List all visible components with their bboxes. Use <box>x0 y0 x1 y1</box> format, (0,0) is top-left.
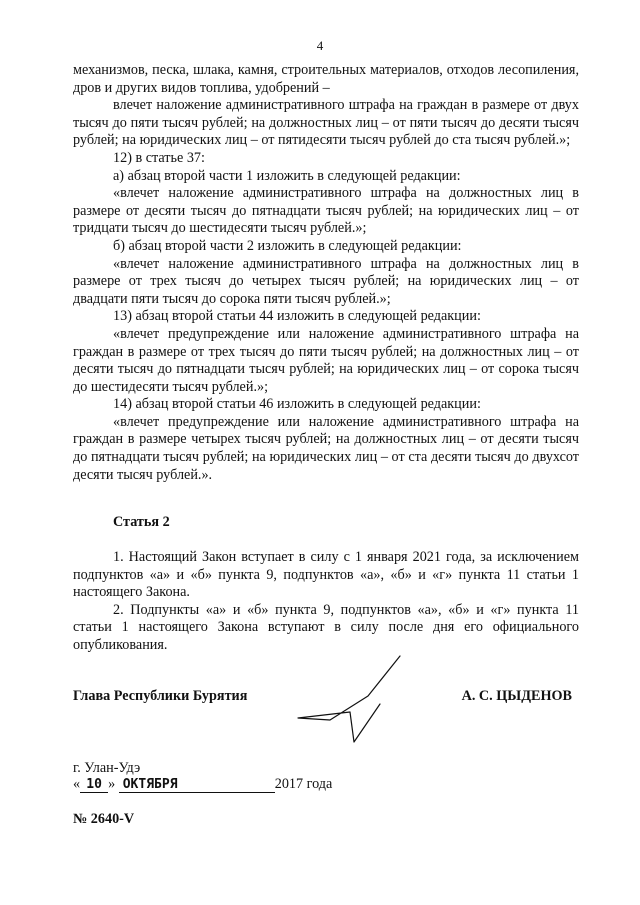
page-number: 4 <box>316 38 324 53</box>
body-paragraph: 14) абзац второй статьи 46 изложить в следующей редакции: <box>113 396 481 413</box>
body-paragraph: 13) абзац второй статьи 44 изложить в следующей редакции: <box>113 308 481 325</box>
body-paragraph: б) абзац второй части 2 изложить в следующей редакции: <box>113 237 462 254</box>
signatory-title: Глава Республики Бурятия <box>73 688 248 704</box>
body-paragraph: «влечет предупреждение или наложение административного штрафа на граждан в размере четырех тысяч рублей; на должностных лиц – от десяти тысяч до пятнадцати тысяч рублей; на юридических лиц – от ста десяти тысяч до двухсот десяти тысяч рублей.». <box>73 413 579 483</box>
date-month: ОКТЯБРЯ <box>119 777 275 793</box>
place-of-signing: г. Улан-Удэ <box>73 760 141 776</box>
date-close-quote: » <box>108 776 116 792</box>
article-body <box>73 549 579 655</box>
signatory-name: А. С. ЦЫДЕНОВ <box>461 688 572 704</box>
body-paragraph: а) абзац второй части 1 изложить в следующей редакции: <box>113 167 461 184</box>
body-paragraph: влечет наложение административного штрафа на граждан в размере от двух тысяч до пяти тысяч рублей; на должностных лиц – от пяти тысяч до десяти тысяч рублей; на юридических лиц – от пятидесяти тысяч рублей до ста тысяч рублей.»; <box>73 97 579 149</box>
handwritten-signature <box>290 652 410 747</box>
document-number: № 2640-V <box>73 811 135 827</box>
article-paragraph: 1. Настоящий Закон вступает в силу с 1 января 2021 года, за исключением подпунктов «а» и «б» пункта 9, подпунктов «а», «б» и «г» пункта 11 статьи 1 настоящего Закона. <box>73 549 579 601</box>
article-paragraph: 2. Подпункты «а» и «б» пункта 9, подпунктов «а», «б» и «г» пункта 11 статьи 1 настоящего Закона вступают в силу после дня его официального опубликования. <box>73 601 579 653</box>
body-paragraph: «влечет наложение административного штрафа на должностных лиц в размере от десяти тысяч до пятнадцати тысяч рублей; на юридических лиц – от тридцати тысяч до шестидесяти тысяч рублей.»; <box>73 185 579 237</box>
date-year: 2017 года <box>274 776 333 792</box>
body-text <box>73 62 579 484</box>
signing-date <box>73 776 332 793</box>
body-paragraph: «влечет наложение административного штрафа на должностных лиц в размере от трех тысяч до четырех тысяч рублей; на юридических лиц – от двадцати пяти тысяч до сорока пяти тысяч рублей.»; <box>73 255 579 307</box>
body-paragraph: 12) в статье 37: <box>113 149 205 166</box>
article-heading: Статья 2 <box>113 514 170 530</box>
date-open-quote: « <box>73 776 81 792</box>
body-paragraph: механизмов, песка, шлака, камня, строительных материалов, отходов лесопиления, дров и других видов топлива, удобрений – <box>73 62 579 96</box>
date-day: 10 <box>80 777 108 793</box>
body-paragraph: «влечет предупреждение или наложение административного штрафа на граждан в размере от трех тысяч до пяти тысяч рублей; на должностных лиц – от десяти тысяч до пятнадцати тысяч рублей; на юридических лиц – от сорока тысяч до шестидесяти тысяч рублей.»; <box>73 325 579 395</box>
